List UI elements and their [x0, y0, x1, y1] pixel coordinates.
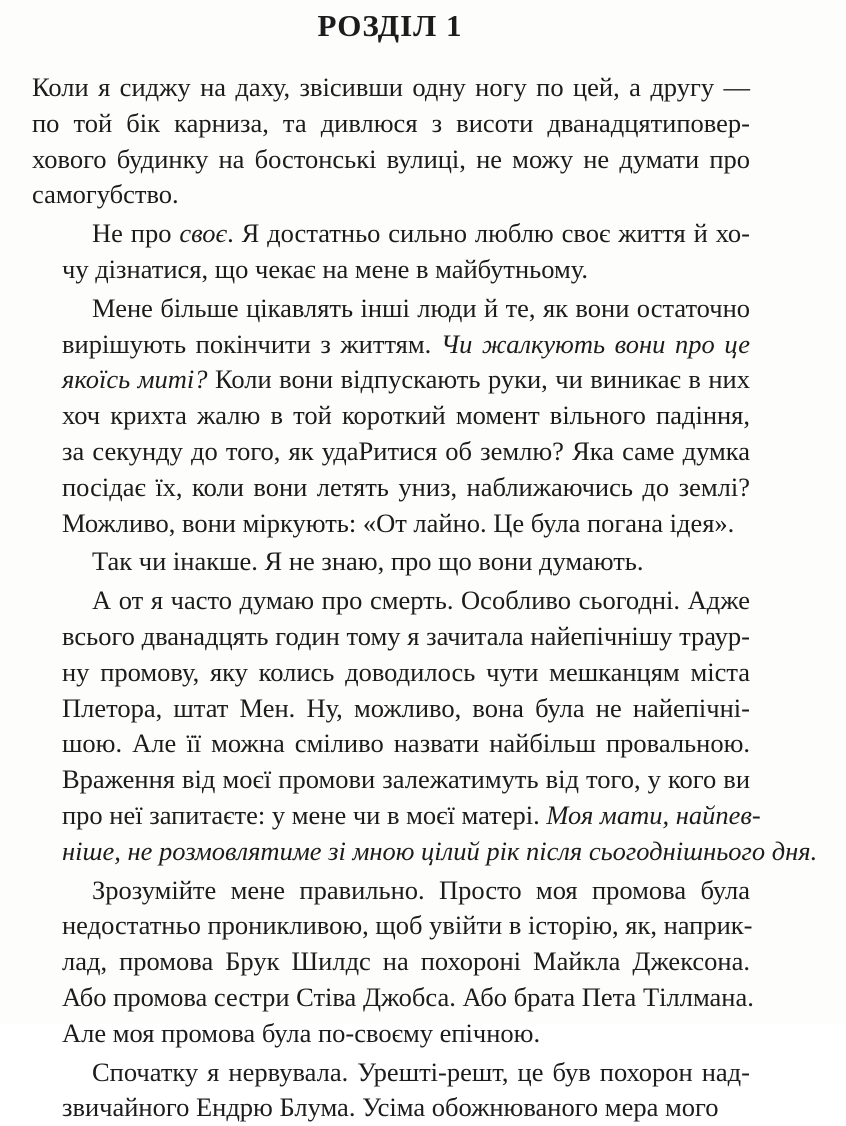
text-line	[32, 1090, 750, 1126]
text-line	[32, 834, 818, 870]
text-line	[32, 583, 750, 619]
text-line	[32, 216, 750, 252]
paragraph	[32, 1055, 750, 1126]
italic-text: своє	[179, 218, 228, 249]
text-line	[32, 470, 750, 506]
line-text: про неї запитаєте: у мене чи в моєї матері.	[62, 799, 547, 830]
line-text: Не про	[92, 218, 180, 249]
text-line	[32, 434, 750, 470]
italic-text: ніше, не розмовлятиме зі мною цілий рік після сьогоднішнього дня.	[62, 835, 818, 866]
paragraph	[32, 291, 750, 542]
line-text: за секунду до того, як удаРитися об землю? Яка саме думка	[62, 435, 750, 466]
line-text: . Я достатньо сильно люблю своє життя й хо-	[227, 218, 750, 249]
chapter-title: РОЗДІЛ 1	[317, 8, 463, 43]
text-line	[32, 142, 750, 178]
italic-text: якоїсь миті?	[62, 364, 208, 395]
line-text: Мене більше цікавлять інші люди й те, як вони остаточно	[92, 292, 750, 323]
text-line	[32, 726, 750, 762]
line-text: посідає їх, коли вони летять униз, наближаючись до землі?	[62, 471, 750, 502]
text-line	[32, 908, 753, 944]
text-line	[32, 980, 754, 1016]
text-line	[32, 619, 750, 655]
line-text: ну промову, яку колись доводилось чути мешканцям міста	[62, 656, 750, 687]
text-line	[32, 106, 750, 142]
line-text: А от я часто думаю про смерть. Особливо сьогодні. Адже	[92, 585, 750, 616]
text-line	[32, 1055, 750, 1091]
text-line	[32, 362, 750, 398]
body-text	[32, 70, 818, 1126]
line-text: самогубство.	[32, 179, 179, 210]
line-text: Коли вони відпускають руки, чи виникає в них	[207, 364, 750, 395]
text-line	[32, 944, 750, 980]
text-line	[32, 506, 750, 542]
line-text: хоч крихта жалю в той короткий момент вільного падіння,	[62, 400, 750, 431]
text-line	[32, 291, 750, 327]
line-text: всього дванадцять годин тому я зачитала найепічнішу траур-	[62, 620, 750, 651]
paragraph	[32, 70, 750, 213]
line-text: Коли я сиджу на даху, звісивши одну ногу по цей, а другу —	[32, 72, 750, 102]
paragraph	[32, 873, 754, 1052]
text-line	[32, 798, 761, 834]
line-text: Плетора, штат Мен. Ну, можливо, вона була не найепічні-	[62, 692, 750, 723]
line-text: Спочатку я нервувала. Урешті-решт, це був похорон над-	[92, 1056, 750, 1087]
text-line	[32, 398, 750, 434]
paragraph	[32, 216, 750, 288]
line-text: Можливо, вони міркують: «От лайно. Це була погана ідея».	[62, 507, 735, 538]
line-text: Або промова сестри Стіва Джобса. Або брата Пета Тіллмана.	[62, 981, 754, 1012]
line-text: лад, промова Брук Шилдс на похороні Майкла Джексона.	[62, 946, 750, 977]
text-line	[32, 691, 750, 727]
line-text: недостатньо проникливою, щоб увійти в історію, як, наприк-	[62, 910, 753, 941]
line-text: звичайного Ендрю Блума. Усіма обожнюваного мера мого	[62, 1092, 719, 1123]
italic-text: Моя мати, найпев-	[546, 799, 761, 830]
line-text: Так чи інакше. Я не знаю, про що вони думають.	[92, 546, 644, 577]
text-line	[32, 70, 750, 106]
text-line	[32, 873, 750, 909]
line-text: Але моя промова була по-своєму епічною.	[62, 1017, 541, 1048]
line-text: Враження від моєї промови залежатимуть від того, у кого ви	[62, 764, 750, 795]
text-line	[32, 1016, 750, 1052]
line-text: Зрозумійте мене правильно. Просто моя промова була	[92, 874, 750, 905]
italic-text: Чи жалкують вони про це	[440, 328, 750, 359]
text-line	[32, 544, 750, 580]
text-line	[32, 762, 750, 798]
line-text: по той бік карниза, та дивлюся з висоти дванадцятиповер-	[32, 107, 750, 138]
paragraph	[32, 544, 750, 580]
text-line	[32, 177, 750, 213]
line-text: шою. Але її можна сміливо назвати найбільш провальною.	[62, 728, 750, 759]
line-text: вирішують покінчити з життям.	[62, 328, 441, 359]
line-text: чу дізнатися, що чекає на мене в майбутньому.	[62, 253, 588, 284]
text-line	[32, 655, 750, 691]
paragraph	[32, 583, 818, 869]
text-line	[32, 252, 750, 288]
line-text: хового будинку на бостонські вулиці, не можу не думати про	[32, 143, 750, 174]
text-line	[32, 327, 750, 363]
